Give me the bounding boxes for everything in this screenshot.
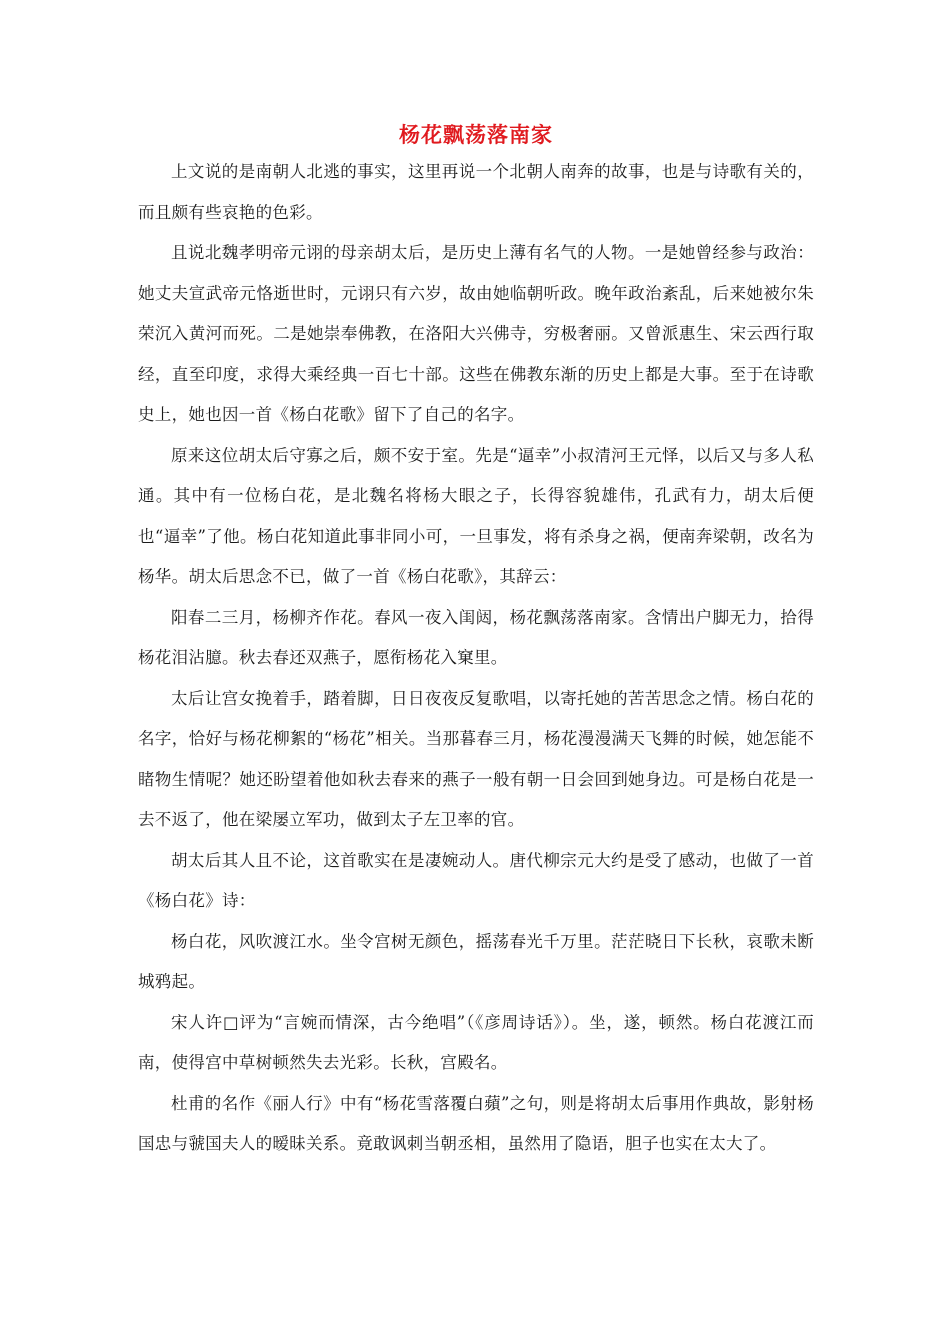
paragraph-liu-zongyuan: 胡太后其人且不论，这首歌实在是凄婉动人。唐代柳宗元大约是受了感动，也做了一首《杨白花》诗： (138, 850, 814, 910)
paragraph-empress-hu: 且说北魏孝明帝元诩的母亲胡太后，是历史上薄有名气的人物。一是她曾经参与政治：她丈夫宣武帝元恪逝世时，元诩只有六岁，故由她临朝听政。晚年政治紊乱，后来她被尔朱荣沉入黄河而死。二是她崇奉佛教，在洛阳大兴佛寺，穷极奢丽。又曾派惠生、宋云西行取经，直至印度，求得大乘经典一百七十部。这些在佛教东渐的历史上都是大事。至于在诗歌史上，她也因一首《杨白花歌》留下了自己的名字。 (138, 243, 814, 424)
paragraph-yang-baihua: 原来这位胡太后守寡之后，颇不安于室。先是“逼幸”小叔清河王元怿，以后又与多人私通。其中有一位杨白花，是北魏名将杨大眼之子，长得容貌雄伟，孔武有力，胡太后便也“逼幸”了他。杨白花知道此事非同小可，一旦事发，将有杀身之祸，便南奔梁朝，改名为杨华。胡太后思念不已，做了一首《杨白花歌》，其辞云： (138, 445, 814, 586)
document-page (138, 118, 814, 1165)
document-title: 杨花飘荡落南家 (399, 122, 553, 147)
paragraph-poem-liu: 杨白花，风吹渡江水。坐令宫树无颜色，摇荡春光千万里。茫茫晓日下长秋，哀歌未断城鸦起。 (138, 931, 814, 991)
paragraph-du-fu: 杜甫的名作《丽人行》中有“杨花雪落覆白蘋”之句，则是将胡太后事用作典故，影射杨国忠与虢国夫人的暧昧关系。竟敢讽刺当朝丞相，虽然用了隐语，胆子也实在太大了。 (138, 1093, 814, 1153)
paragraph-poem-empress: 阳春二三月，杨柳齐作花。春风一夜入闺闼，杨花飘荡落南家。含情出户脚无力，拾得杨花泪沾臆。秋去春还双燕子，愿衔杨花入窠里。 (138, 607, 814, 667)
paragraph-commentary: 宋人许□评为“言婉而情深，古今绝唱”（《彦周诗话》）。坐，遂，顿然。杨白花渡江而南，使得宫中草树顿然失去光彩。长秋，宫殿名。 (138, 1012, 814, 1072)
paragraph-longing: 太后让宫女挽着手，踏着脚，日日夜夜反复歌唱，以寄托她的苦苦思念之情。杨白花的名字，恰好与杨花柳絮的“杨花”相关。当那暮春三月，杨花漫漫满天飞舞的时候，她怎能不睹物生情呢？她还盼望着他如秋去春来的燕子一般有朝一日会回到她身边。可是杨白花是一去不返了，他在梁屡立军功，做到太子左卫率的官。 (138, 688, 814, 829)
paragraph-intro: 上文说的是南朝人北逃的事实，这里再说一个北朝人南奔的故事，也是与诗歌有关的，而且颇有些哀艳的色彩。 (138, 162, 814, 222)
